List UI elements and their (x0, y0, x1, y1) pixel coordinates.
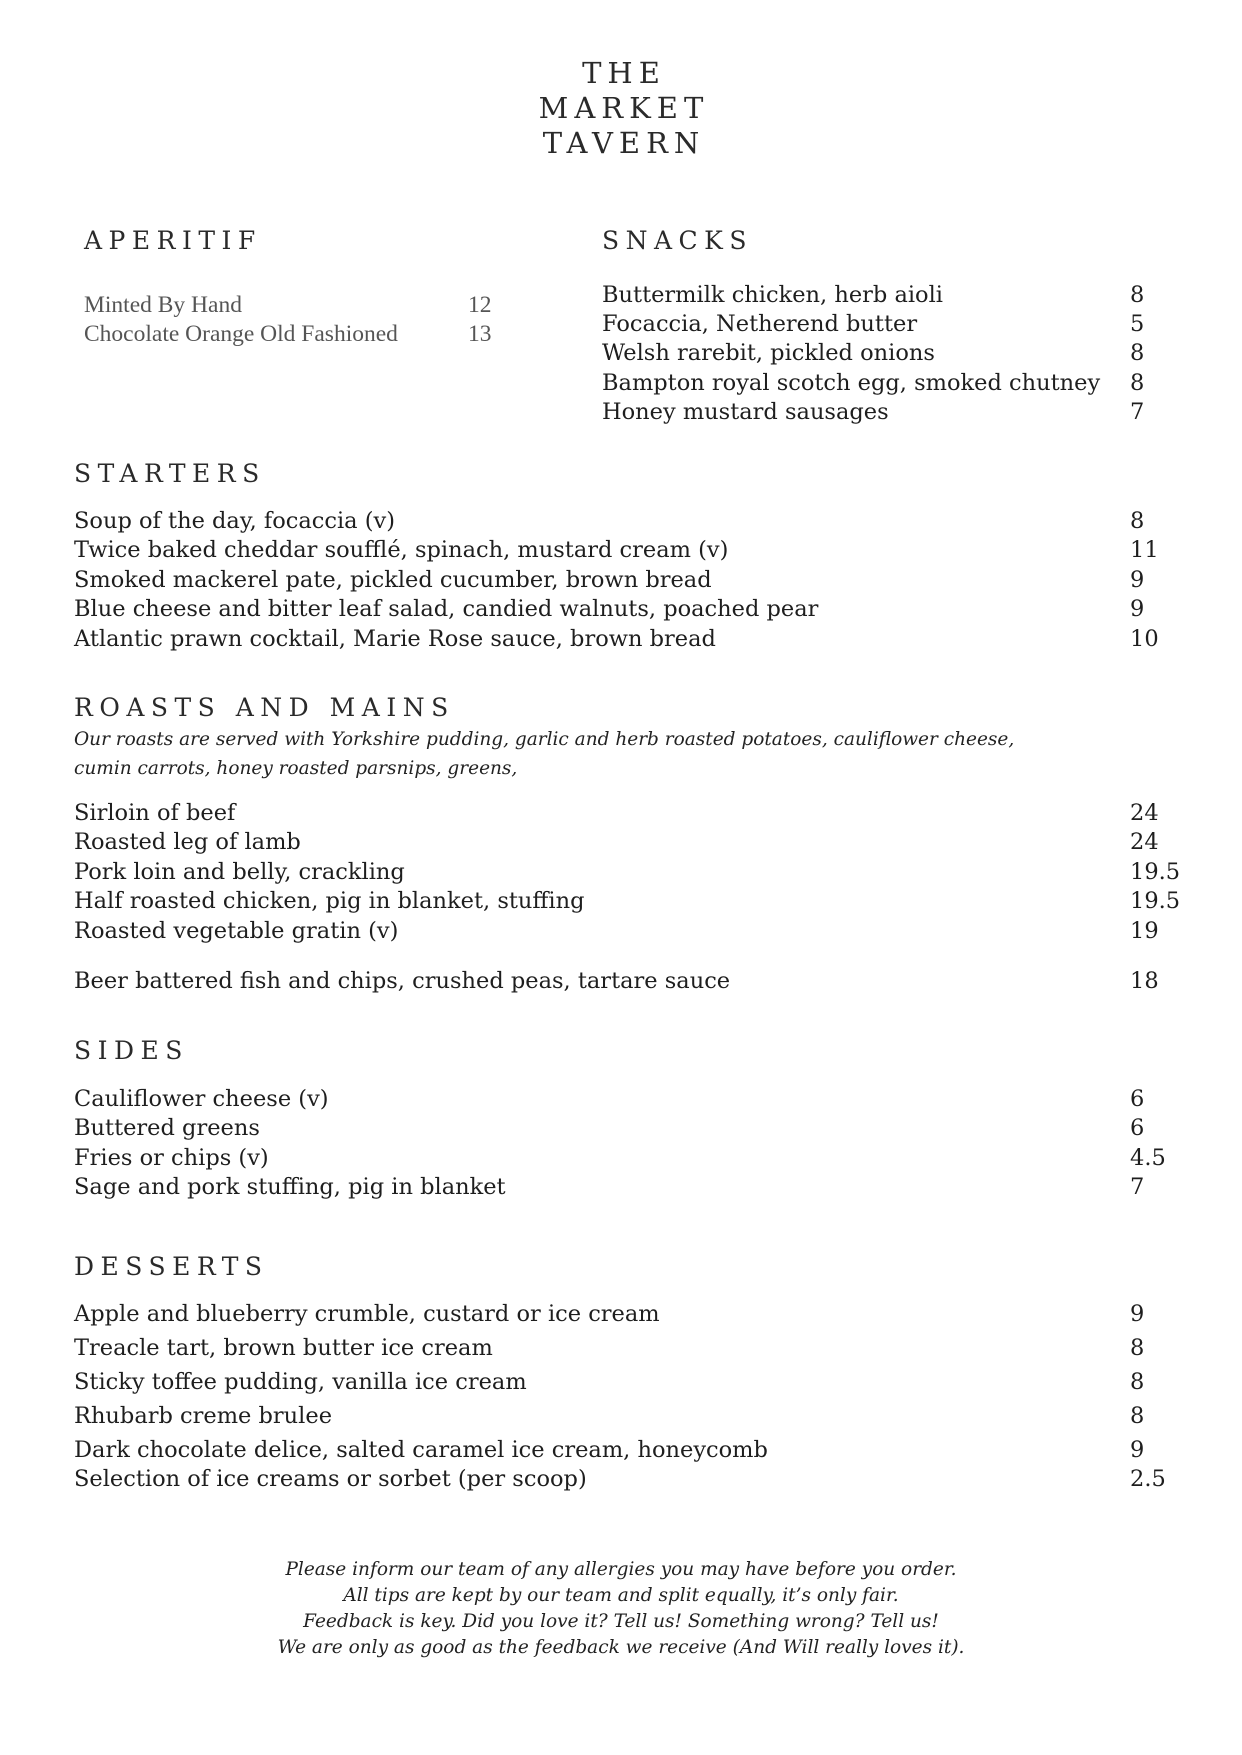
item-price: 7 (1130, 1174, 1145, 1200)
item-name: Roasted vegetable gratin (v) (74, 918, 399, 944)
item-price: 19.5 (1130, 859, 1181, 885)
item-price: 24 (1130, 800, 1159, 826)
sides-item (74, 1144, 1174, 1173)
brand-line: MARKET (538, 91, 710, 125)
brand-line: THE (582, 56, 666, 90)
mains-note: Our roasts are served with Yorkshire pudding, garlic and herb roasted potatoes, cauliflower cheese, (74, 729, 1015, 750)
mains-item (74, 887, 1181, 916)
desserts-item (74, 1368, 1174, 1397)
item-price: 12 (468, 292, 492, 318)
footer-line: Feedback is key. Did you love it? Tell us! Something wrong? Tell us! (303, 1611, 939, 1632)
desserts-item (74, 1402, 1174, 1431)
item-price: 8 (1130, 340, 1145, 366)
item-name: Minted By Hand (84, 292, 242, 318)
mains-note: cumin carrots, honey roasted parsnips, greens, (74, 758, 518, 779)
item-price: 13 (468, 321, 492, 347)
mains-item (74, 917, 1174, 946)
item-price: 8 (1130, 282, 1145, 308)
item-price: 4.5 (1130, 1145, 1166, 1171)
item-name: Selection of ice creams or sorbet (per scoop) (74, 1466, 587, 1492)
item-name: Blue cheese and bitter leaf salad, candied walnuts, poached pear (74, 596, 819, 622)
item-price: 9 (1130, 1437, 1145, 1463)
item-price: 11 (1130, 537, 1159, 563)
snacks-item (602, 310, 1162, 339)
item-name: Pork loin and belly, crackling (74, 859, 405, 885)
item-name: Honey mustard sausages (602, 399, 889, 425)
item-name: Welsh rarebit, pickled onions (602, 340, 935, 366)
item-name: Sirloin of beef (74, 800, 236, 826)
item-name: Buttermilk chicken, herb aioli (602, 282, 943, 308)
item-name: Treacle tart, brown butter ice cream (74, 1335, 493, 1361)
item-price: 10 (1130, 626, 1159, 652)
snacks-item (602, 398, 1162, 427)
item-price: 19 (1130, 918, 1159, 944)
sides-item (74, 1173, 1174, 1202)
aperitif-item (84, 320, 494, 349)
desserts-item (74, 1465, 1174, 1494)
starters-item (74, 566, 1174, 595)
item-price: 19.5 (1130, 888, 1181, 914)
mains-item (74, 967, 1174, 996)
item-price: 8 (1130, 1403, 1145, 1429)
footer-line: Please inform our team of any allergies you may have before you order. (285, 1559, 957, 1580)
item-price: 6 (1130, 1086, 1145, 1112)
item-name: Chocolate Orange Old Fashioned (84, 321, 398, 347)
sides-item (74, 1114, 1174, 1143)
item-name: Dark chocolate delice, salted caramel ice cream, honeycomb (74, 1437, 768, 1463)
snacks-item (602, 369, 1162, 398)
item-price: 9 (1130, 567, 1145, 593)
item-name: Cauliflower cheese (v) (74, 1086, 329, 1112)
mains-item (74, 799, 1174, 828)
item-name: Rhubarb creme brulee (74, 1403, 333, 1429)
item-price: 24 (1130, 829, 1159, 855)
snacks-item (602, 281, 1162, 310)
item-name: Roasted leg of lamb (74, 829, 301, 855)
brand-logo (0, 56, 1242, 161)
item-name: Focaccia, Netherend butter (602, 311, 918, 337)
snacks-item (602, 339, 1162, 368)
item-price: 8 (1130, 508, 1145, 534)
item-name: Soup of the day, focaccia (v) (74, 508, 395, 534)
desserts-item (74, 1300, 1174, 1329)
brand-line: TAVERN (542, 126, 706, 160)
starters-item (74, 625, 1174, 654)
item-name: Atlantic prawn cocktail, Marie Rose sauce, brown bread (74, 626, 716, 652)
item-name: Buttered greens (74, 1115, 260, 1141)
sides-item (74, 1085, 1174, 1114)
item-price: 7 (1130, 399, 1145, 425)
starters-heading: STARTERS (74, 459, 266, 488)
item-price: 8 (1130, 1335, 1145, 1361)
footer-line: All tips are kept by our team and split equally, it’s only fair. (343, 1585, 899, 1606)
item-name: Fries or chips (v) (74, 1145, 269, 1171)
item-name: Sage and pork stuffing, pig in blanket (74, 1174, 506, 1200)
item-name: Bampton royal scotch egg, smoked chutney (602, 370, 1101, 396)
item-price: 9 (1130, 596, 1145, 622)
item-name: Beer battered fish and chips, crushed peas, tartare sauce (74, 968, 731, 994)
item-price: 8 (1130, 370, 1145, 396)
desserts-heading: DESSERTS (74, 1252, 269, 1281)
starters-item (74, 595, 1174, 624)
desserts-item (74, 1436, 1174, 1465)
desserts-item (74, 1334, 1174, 1363)
mains-heading: ROASTS AND MAINS (74, 693, 455, 722)
item-name: Twice baked cheddar soufflé, spinach, mustard cream (v) (74, 537, 729, 563)
item-name: Apple and blueberry crumble, custard or ice cream (74, 1301, 660, 1327)
item-name: Sticky toffee pudding, vanilla ice cream (74, 1369, 527, 1395)
mains-item (74, 858, 1181, 887)
item-price: 18 (1130, 968, 1159, 994)
item-price: 2.5 (1130, 1466, 1166, 1492)
item-price: 9 (1130, 1301, 1145, 1327)
item-price: 5 (1130, 311, 1145, 337)
sides-heading: SIDES (74, 1036, 189, 1065)
item-price: 8 (1130, 1369, 1145, 1395)
footer-notice (0, 1557, 1242, 1661)
mains-item (74, 828, 1174, 857)
item-price: 6 (1130, 1115, 1145, 1141)
aperitif-item (84, 291, 494, 320)
footer-line: We are only as good as the feedback we receive (And Will really loves it). (277, 1637, 965, 1658)
item-name: Half roasted chicken, pig in blanket, stuffing (74, 888, 585, 914)
item-name: Smoked mackerel pate, pickled cucumber, brown bread (74, 567, 712, 593)
aperitif-heading: APERITIF (84, 226, 262, 255)
starters-item (74, 507, 1174, 536)
snacks-heading: SNACKS (602, 226, 753, 255)
starters-item (74, 536, 1174, 565)
